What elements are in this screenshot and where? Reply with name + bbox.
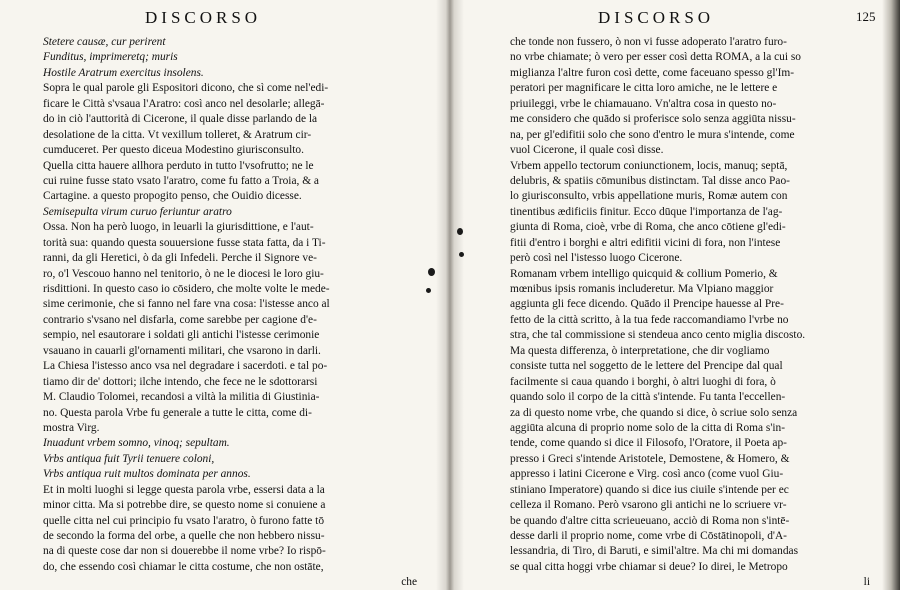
text-line: cumduceret. Per questo diceua Modestino giurisconsulto.	[43, 144, 304, 157]
text-line: tinentibus ædificiis finitur. Ecco dūque l'importanza de l'ag-	[510, 205, 783, 218]
text-line: desse darli il proprio nome, come vrbe di Cōstātinopoli, d'A-	[510, 530, 787, 542]
text-line: priuileggi, vrbe le chiamauano. Vn'altra cosa in questo no-	[510, 97, 777, 110]
text-line: lo giurisconsulto, vrbis appellatione muris, Romæ autem con	[510, 190, 788, 203]
text-line: tiamo dir de' dottori; ilche intendo, che fece ne le sdottorarsi	[43, 375, 318, 388]
text-line: na di queste cose dar non si douerebbe il nome vrbe? Io rispō-	[43, 545, 326, 558]
text-line: sime cerimonie, che si fanno nel fare vna cosa: l'istesse anco al	[43, 298, 330, 311]
text-line: tende, come quando si dice il Filosofo, l'Oratore, il Poeta ap-	[510, 437, 787, 450]
text-line: Stetere causæ, cur perirent	[43, 36, 166, 48]
text-line: Funditus, imprimeretq; muris	[43, 51, 178, 64]
text-line: presso i Greci s'intende Aristotele, Demostene, & Homero, &	[510, 452, 790, 465]
text-line: delubris, & spatiis cōmunibus distinctam. Tal disse anco Pao-	[510, 174, 790, 187]
text-line: vsauano in cauarli gl'ornamenti militari, che vsarono in darli.	[43, 344, 321, 357]
text-line: Romanam vrbem intelligo quicquid & collium Pomerio, &	[510, 267, 778, 280]
text-line: desolatione de la citta. Vt vexillum tolleret, & Aratrum cir-	[43, 128, 312, 141]
ink-blot	[428, 268, 435, 276]
text-line: minor citta. Ma si potrebbe dire, se questo nome si conuiene a	[43, 499, 326, 512]
text-line: torità sua: quando questa souuersione fusse stata fatta, da i Ti-	[43, 236, 326, 249]
text-line: Hostile Aratrum exercitus insolens.	[43, 66, 204, 79]
text-line: miglianza l'altre furon così dette, come faceuano spesso gl'Im-	[510, 66, 795, 79]
ink-blot	[426, 288, 431, 293]
text-line: celleza il Romano. Però vsarono gli antichi ne lo scriuere vr-	[510, 499, 787, 512]
text-line: do, che essendo così chiamar le citta costume, che non ostāte,	[43, 560, 324, 573]
text-line: Ossa. Non ha però luogo, in leuarli la giurisdittione, e l'aut-	[43, 221, 314, 234]
right-running-head: DISCORSO	[598, 8, 715, 27]
text-line: Et in molti luoghi si legge questa parola vrbe, essersi data a la	[43, 483, 325, 496]
text-line: Vrbem appello tectorum coniunctionem, locis, manuq; septā,	[510, 159, 788, 172]
text-line: appresso i latini Cicerone e Virg. così anco (come vuol Giu-	[510, 468, 784, 481]
left-running-head: DISCORSO	[145, 8, 262, 27]
text-line: Quella citta hauere allhora perduto in tutto l'vsofrutto; ne le	[43, 159, 314, 172]
text-line: M. Claudio Tolomei, recandosi a viltà la militia di Giustinia-	[43, 391, 320, 404]
text-line: na, per gl'edifitii solo che sono d'entro le mura s'intende, come	[510, 128, 795, 141]
page-edge-shadow	[882, 0, 900, 590]
text-line: ranni, da gli Heretici, ò da gli Infedeli. Perche il Signore ve-	[43, 252, 317, 265]
text-line: me considero che quādo si proferisce solo senza aggiūta nissu-	[510, 113, 796, 126]
text-line: za di questo nome vrbe, che quando si dice, ò scriue solo senza	[510, 406, 798, 419]
text-line: che tonde non fussero, ò non vi fusse adoperato l'aratro furo-	[510, 36, 787, 48]
text-line: Ma questa differenza, ò interpretatione, che dir vogliamo	[510, 344, 770, 357]
text-line: sempio, nel esautorare i soldati gli antichi l'istesse cerimonie	[43, 329, 320, 342]
text-line: be quando d'altre citta scrieueuano, acciò di Roma non s'intē-	[510, 514, 790, 527]
text-line: peratori per magnificare le citta loro amiche, ne le lettere e	[510, 82, 778, 95]
right-page	[450, 0, 900, 590]
text-line: consiste tutta nel soggetto de le lettere del Prencipe dal qual	[510, 360, 783, 373]
text-line: Cartagine. a questo propogito penso, che Ouidio dicesse.	[43, 190, 302, 203]
text-line: fetto de la città scritto, à la tua fede raccomandiamo l'vrbe no	[510, 313, 789, 326]
text-line: Vrbs antiqua ruit multos dominata per annos.	[43, 468, 251, 481]
text-line: se qual citta hoggi vrbe chiamar si deue? Io direi, le Metropo	[510, 560, 788, 573]
text-line: Vrbs antiqua fuit Tyrii tenuere coloni,	[43, 452, 215, 465]
text-line: quando solo il corpo de la città s'intende. Fu tanta l'eccellen-	[510, 391, 786, 404]
text-line: ficare le Città s'vsaua l'Aratro: così anco nel desolarle; allegā-	[43, 97, 325, 110]
text-line: giunta di Roma, cioè, vrbe di Roma, che anco cōtiene gl'edi-	[510, 221, 786, 234]
text-line: risdittioni. In questo caso io cōsidero, che molte volte le mede-	[43, 283, 330, 295]
text-line: che	[401, 576, 417, 589]
text-line: lessandria, di Tiro, di Baruti, e simil'altre. Ma chi mi domandas	[510, 545, 799, 558]
text-line: Sopra le qual parole gli Espositori dicono, che sì come nel'edi-	[43, 82, 329, 95]
text-line: ro, o'l Vescouo hanno nel tenitorio, ò ne le diocesi le loro giu-	[43, 267, 324, 280]
text-line: stra, che tal commissione si stendeua anco cento miglia discosto.	[510, 329, 806, 342]
text-line: de secondo la forma del orbe, a quelle che non hebbero nissu-	[43, 530, 325, 542]
text-line: no. Questa parola Vrbe fu generale a tutte le citta, come di-	[43, 406, 312, 419]
text-line: fitii d'entro i borghi e altri edifitii vicini di fora, non l'intese	[510, 236, 781, 249]
text-line: mœnibus ipsis romanis includeretur. Ma Vlpiano maggior	[510, 283, 774, 295]
text-line: La Chiesa l'istesso anco vsa nel degradare i sacerdoti. e tal po-	[43, 360, 328, 373]
text-line: aggiunta gli fece dicendo. Quādo il Prencipe hauesse al Pre-	[510, 298, 784, 311]
text-line: do in ciò l'auttorità di Cicerone, il quale disse parlando de la	[43, 113, 318, 126]
page-number: 125	[856, 9, 876, 24]
left-page-body	[43, 35, 423, 590]
text-line: però così nel l'istesso luogo Cicerone.	[510, 252, 683, 265]
text-line: no vrbe chiamate; ò vero per esser così detta ROMA, a la cui so	[510, 51, 802, 64]
text-line: quelle citta nel cui principio fu vsato l'aratro, ò furono fatte tō	[43, 514, 325, 527]
text-line: aggiūta alcuna di proprio nome solo de la citta di Roma s'in-	[510, 421, 786, 434]
right-page-body	[510, 35, 890, 590]
text-line: contrario s'vsano nel disfarla, come sarebbe per cagione d'e-	[43, 313, 317, 326]
text-line: cui ruine fusse stato vsato l'aratro, come fu fatto a Troia, & a	[43, 174, 319, 187]
text-line: Inuadunt vrbem somno, vinoq; sepultam.	[43, 437, 230, 450]
text-line: mostra Virg.	[43, 421, 100, 434]
text-line: vuol Cicerone, il quale così disse.	[510, 144, 664, 157]
text-line: li	[863, 576, 870, 589]
text-line: Semisepulta virum curuo feriuntur aratro	[43, 205, 232, 218]
text-line: stiniano Imperatore) quando si dice ius ciuile s'intende per ec	[510, 483, 789, 496]
text-line: facilmente si caua quando i borghi, ò altri luoghi di fora, ò	[510, 375, 776, 388]
